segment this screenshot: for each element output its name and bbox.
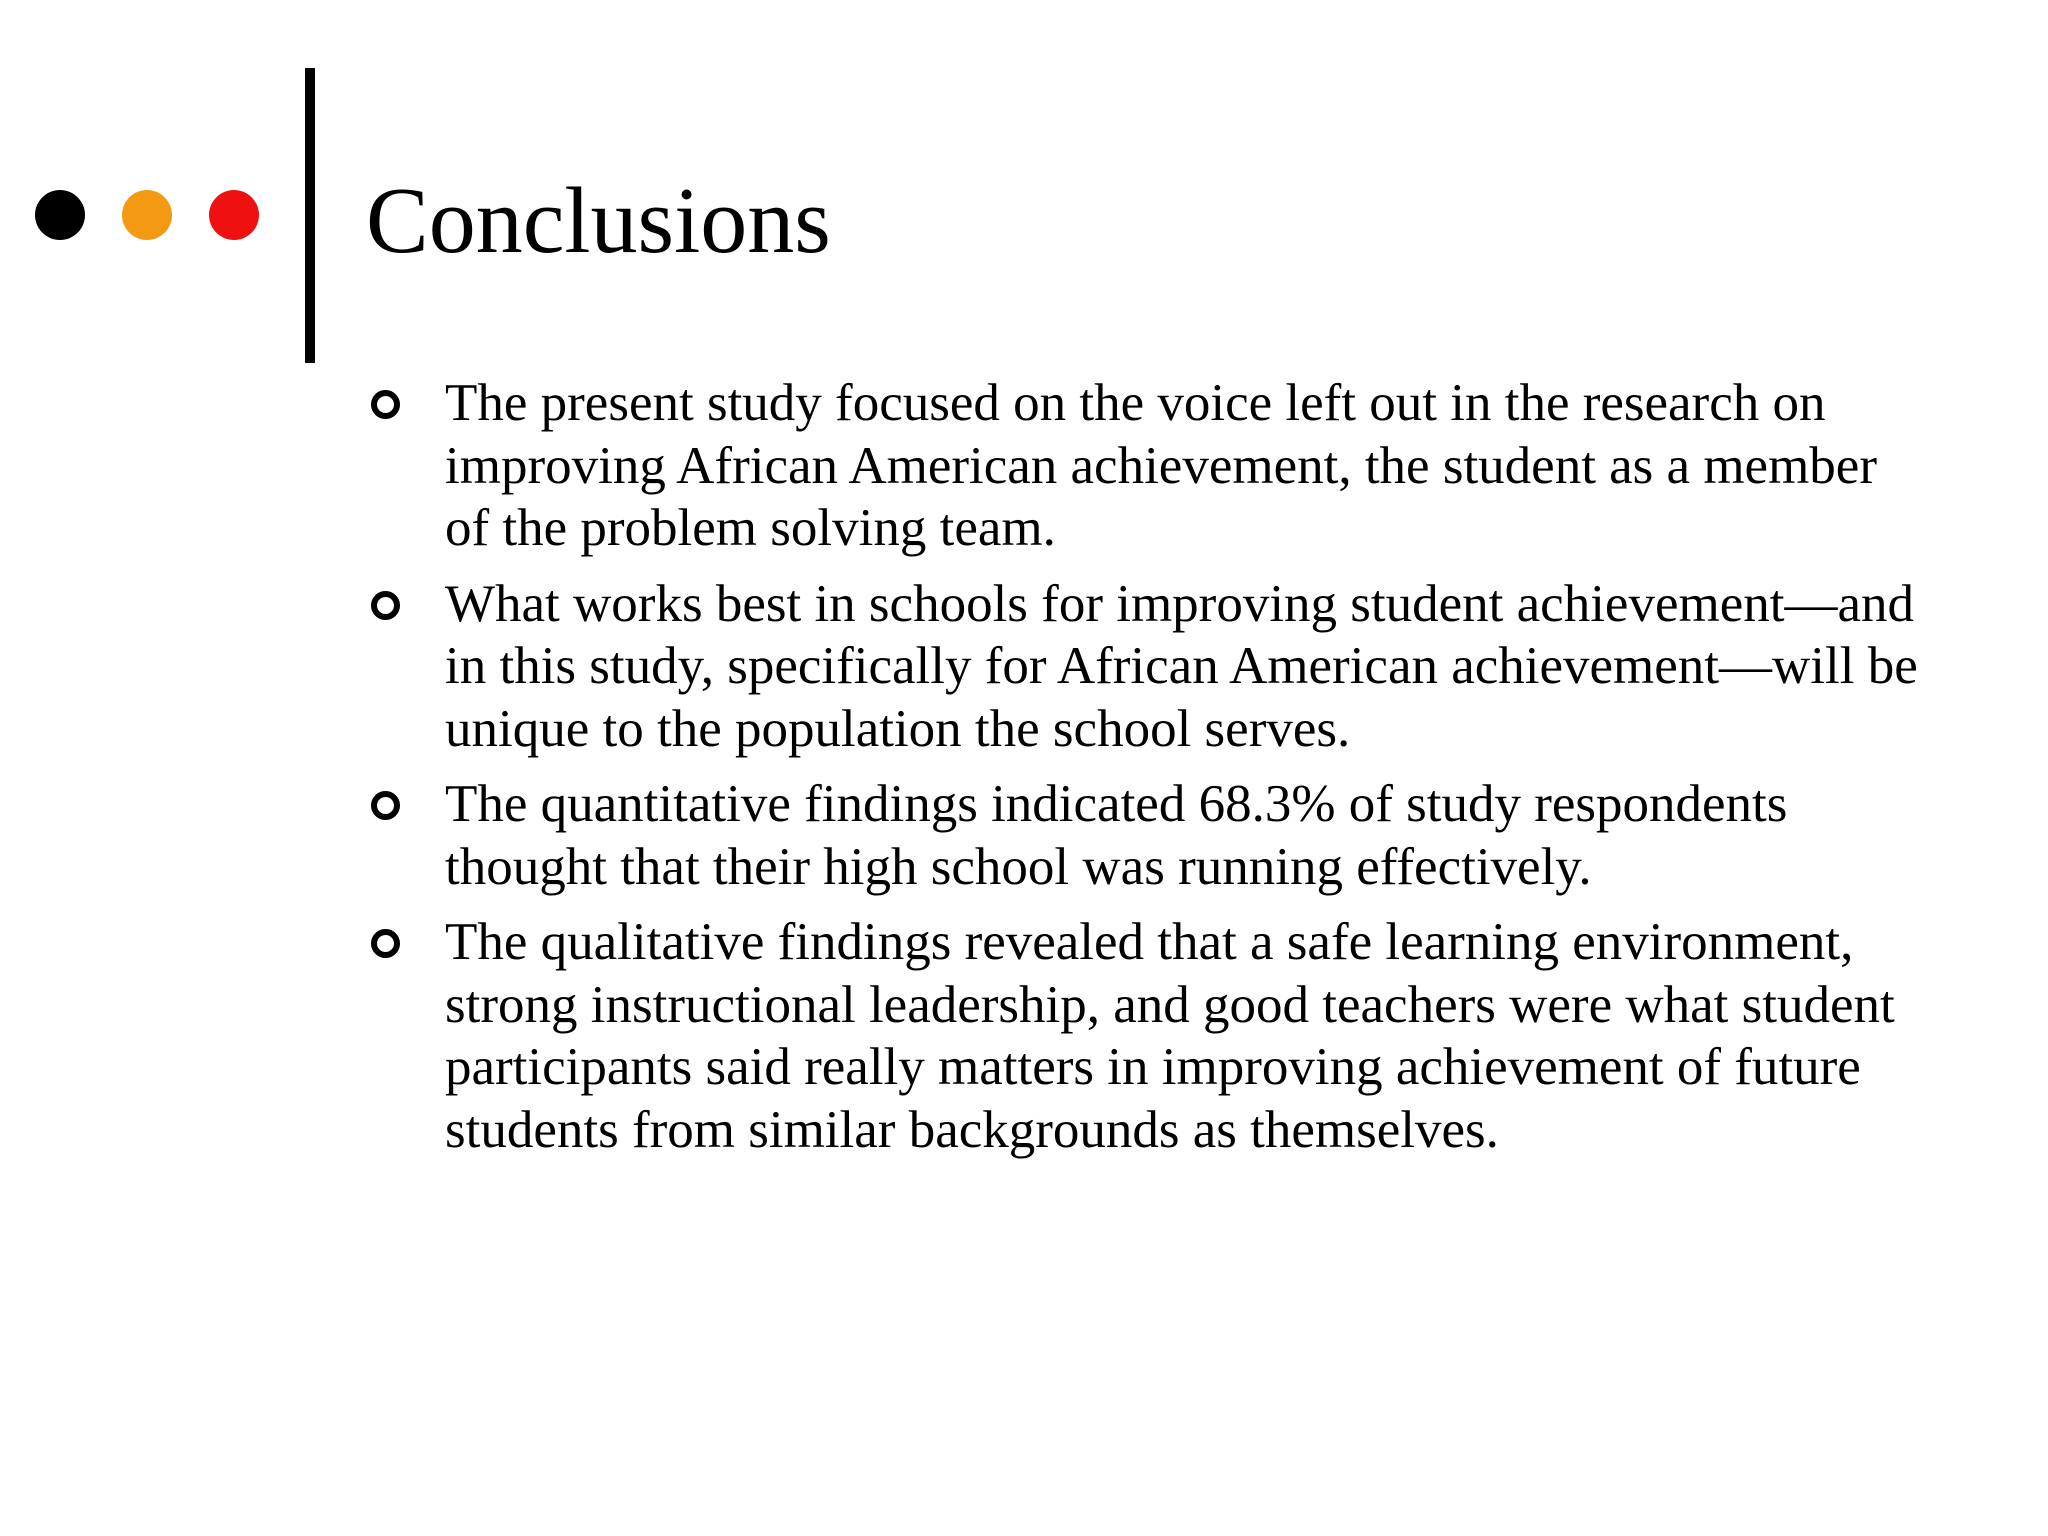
hollow-circle-bullet-icon (371, 591, 400, 620)
bullet-text: The quantitative findings indicated 68.3% of study respondents thought that their high school was running effectively. (445, 775, 1788, 896)
red-dot-icon (209, 190, 259, 240)
bullet-item (366, 372, 1926, 560)
hollow-circle-bullet-icon (371, 791, 400, 820)
bullet-list (366, 372, 1926, 1174)
bullet-text: What works best in schools for improving student achievement—and in this study, specifically for African American achievement—will be unique to the population the school serves. (445, 574, 1918, 758)
bullet-text: The qualitative findings revealed that a safe learning environment, strong instructional leadership, and good teachers were what student participants said really matters in improving achievement of future students from similar backgrounds as themselves. (445, 913, 1895, 1159)
vertical-divider (305, 68, 315, 363)
orange-dot-icon (122, 190, 172, 240)
bullet-text: The present study focused on the voice left out in the research on improving African American achievement, the student as a member of the problem solving team. (445, 374, 1877, 557)
slide-title: Conclusions (366, 169, 831, 273)
black-dot-icon (35, 190, 85, 240)
bullet-item (366, 911, 1926, 1161)
bullet-item (366, 573, 1926, 761)
bullet-item (366, 773, 1926, 898)
hollow-circle-bullet-icon (371, 929, 400, 958)
hollow-circle-bullet-icon (371, 390, 400, 419)
